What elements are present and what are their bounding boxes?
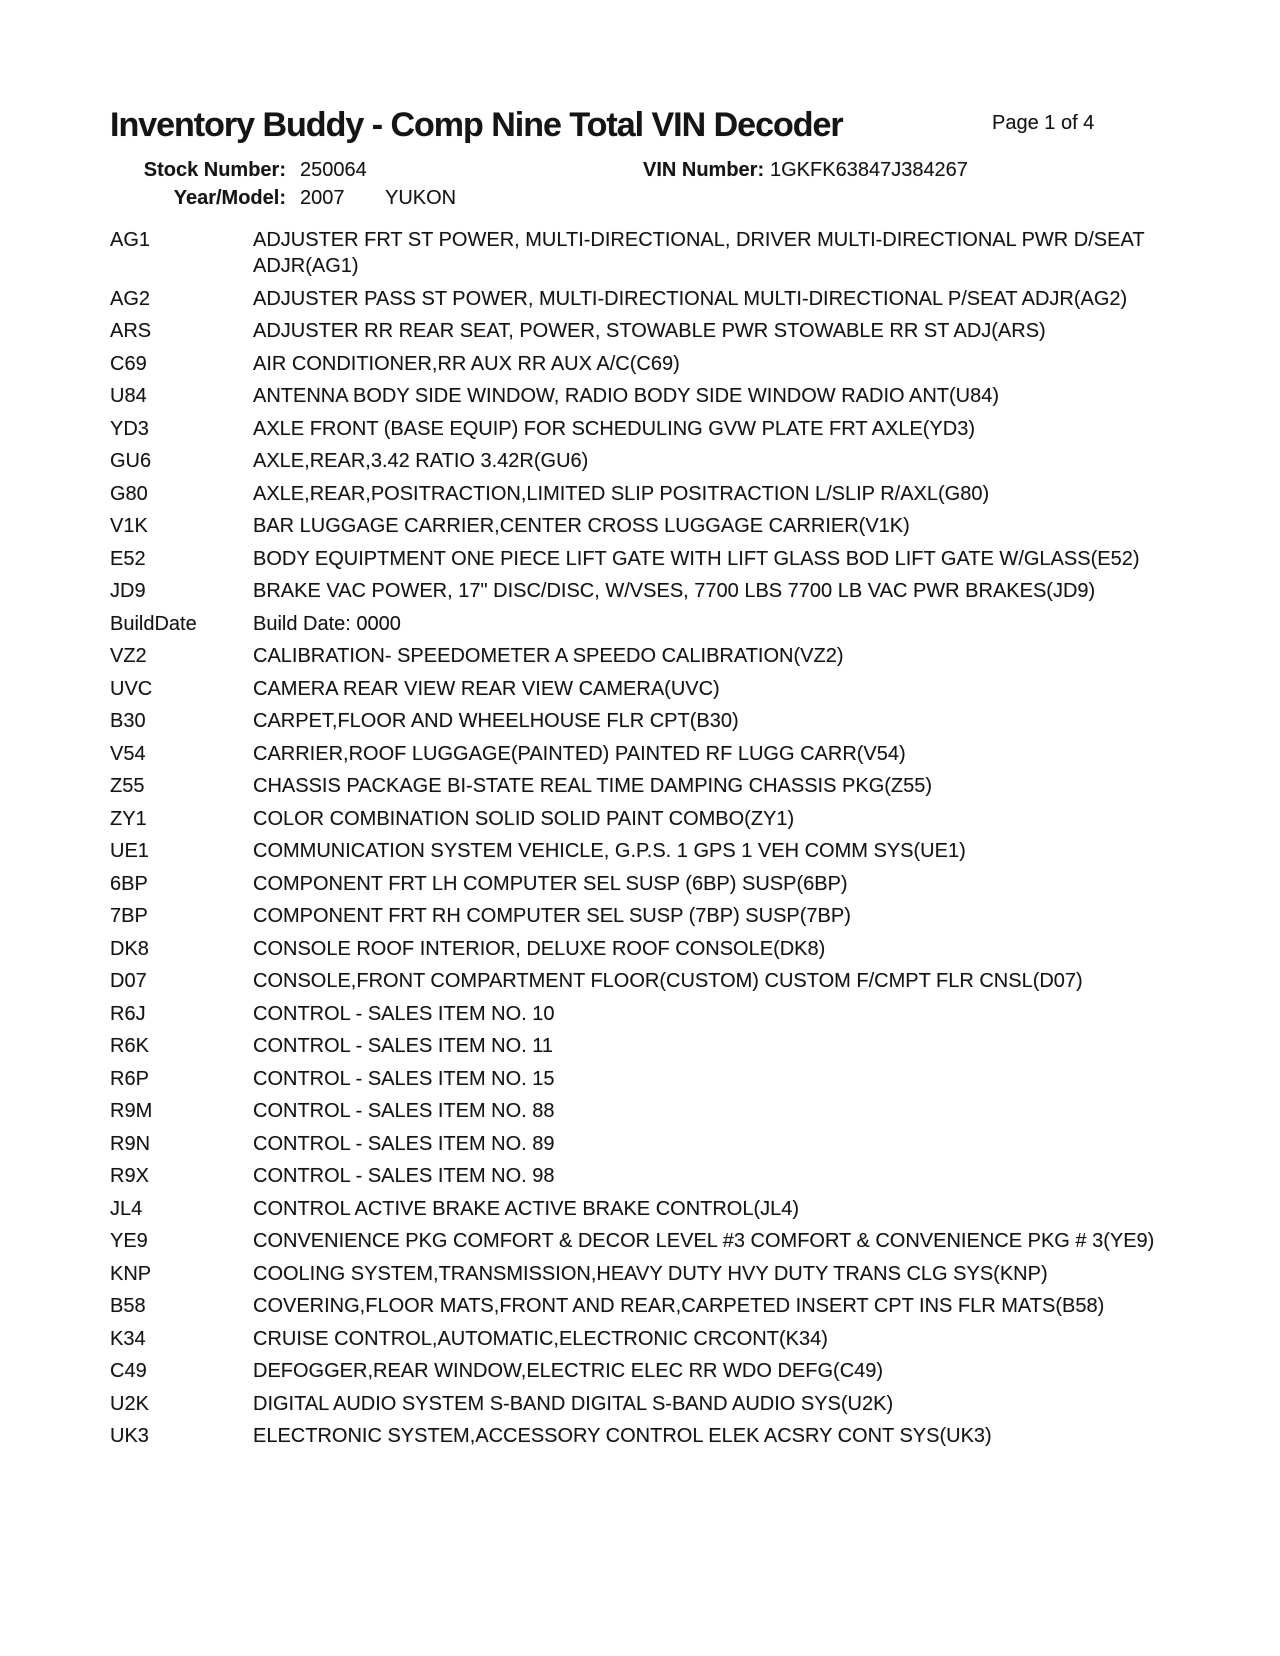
option-code: G80 [110, 482, 148, 505]
option-description: AXLE FRONT (BASE EQUIP) FOR SCHEDULING GVW PLATE FRT AXLE(YD3) [253, 417, 976, 440]
option-code: D07 [110, 970, 147, 992]
option-code: R9M [110, 1100, 153, 1122]
stock-number-label: Stock Number: [143, 159, 286, 181]
option-code: E52 [110, 547, 146, 570]
option-row [110, 1391, 1180, 1417]
option-row [110, 1423, 1180, 1449]
option-row [110, 936, 1180, 962]
option-row [110, 1293, 1180, 1319]
option-row [110, 968, 1180, 994]
option-row [110, 448, 1180, 474]
option-row [110, 1001, 1180, 1027]
option-description: COLOR COMBINATION SOLID SOLID PAINT COMBO(ZY1) [253, 807, 795, 830]
options-list [110, 227, 1180, 1456]
option-code: B30 [110, 710, 146, 732]
option-description: CONTROL - SALES ITEM NO. 11 [253, 1035, 554, 1057]
option-row [110, 838, 1180, 864]
option-row [110, 383, 1180, 409]
year-value: 2007 [300, 187, 345, 209]
option-code: V54 [110, 742, 146, 765]
option-description: Build Date: 0000 [253, 612, 401, 635]
option-code: JD9 [110, 580, 146, 602]
option-code: Z55 [110, 775, 145, 797]
option-row [110, 1033, 1180, 1059]
option-code: V1K [110, 515, 148, 537]
option-code: U84 [110, 385, 147, 407]
option-description: CONVENIENCE PKG COMFORT & DECOR LEVEL #3 COMFORT & CONVENIENCE PKG # 3(YE9) [253, 1230, 1155, 1252]
option-description: COVERING,FLOOR MATS,FRONT AND REAR,CARPETED INSERT CPT INS FLR MATS(B58) [253, 1295, 1105, 1317]
option-code: YD3 [110, 417, 149, 440]
option-row [110, 643, 1180, 669]
option-description: ADJUSTER FRT ST POWER, MULTI-DIRECTIONAL, DRIVER MULTI-DIRECTIONAL PWR D/SEAT ADJR(AG1) [253, 229, 1145, 277]
option-code: 6BP [110, 872, 148, 895]
option-row [110, 1066, 1180, 1092]
option-description: ADJUSTER PASS ST POWER, MULTI-DIRECTIONAL MULTI-DIRECTIONAL P/SEAT ADJR(AG2) [253, 287, 1128, 310]
option-description: CAMERA REAR VIEW REAR VIEW CAMERA(UVC) [253, 677, 720, 700]
option-code: GU6 [110, 450, 152, 472]
option-description: CARPET,FLOOR AND WHEELHOUSE FLR CPT(B30) [253, 710, 739, 732]
option-description: BAR LUGGAGE CARRIER,CENTER CROSS LUGGAGE CARRIER(V1K) [253, 515, 910, 537]
year-model-label: Year/Model: [173, 187, 286, 209]
option-row [110, 1228, 1180, 1254]
option-code: K34 [110, 1327, 146, 1350]
option-description: BRAKE VAC POWER, 17" DISC/DISC, W/VSES, 7700 LBS 7700 LB VAC PWR BRAKES(JD9) [253, 580, 1096, 602]
option-code: KNP [110, 1262, 152, 1285]
option-description: CONTROL - SALES ITEM NO. 88 [253, 1100, 555, 1122]
option-row [110, 1326, 1180, 1352]
page-title: Inventory Buddy - Comp Nine Total VIN Decoder [110, 106, 843, 144]
option-description: CONTROL - SALES ITEM NO. 89 [253, 1132, 555, 1155]
option-description: BODY EQUIPTMENT ONE PIECE LIFT GATE WITH LIFT GLASS BOD LIFT GATE W/GLASS(E52) [253, 547, 1140, 570]
option-description: AXLE,REAR,3.42 RATIO 3.42R(GU6) [253, 450, 589, 472]
option-description: CONSOLE,FRONT COMPARTMENT FLOOR(CUSTOM) CUSTOM F/CMPT FLR CNSL(D07) [253, 970, 1083, 992]
option-description: COMPONENT FRT LH COMPUTER SEL SUSP (6BP) SUSP(6BP) [253, 872, 848, 895]
option-row [110, 351, 1180, 377]
option-row [110, 871, 1180, 897]
option-row [110, 1358, 1180, 1384]
option-row [110, 741, 1180, 767]
option-description: CRUISE CONTROL,AUTOMATIC,ELECTRONIC CRCONT(K34) [253, 1327, 828, 1350]
option-code: ZY1 [110, 807, 147, 830]
vin-number-label: VIN Number: [643, 159, 765, 181]
option-code: R9X [110, 1165, 149, 1187]
option-description: CONTROL - SALES ITEM NO. 98 [253, 1165, 555, 1187]
option-description: ADJUSTER RR REAR SEAT, POWER, STOWABLE PWR STOWABLE RR ST ADJ(ARS) [253, 320, 1046, 342]
option-code: ARS [110, 320, 152, 342]
option-row [110, 578, 1180, 604]
option-description: COMPONENT FRT RH COMPUTER SEL SUSP (7BP) SUSP(7BP) [253, 905, 851, 927]
option-code: VZ2 [110, 645, 147, 667]
option-code: R6K [110, 1035, 149, 1057]
option-row [110, 676, 1180, 702]
option-description: ANTENNA BODY SIDE WINDOW, RADIO BODY SIDE WINDOW RADIO ANT(U84) [253, 385, 1000, 407]
option-row [110, 227, 1180, 279]
option-code: U2K [110, 1392, 149, 1415]
option-row [110, 286, 1180, 312]
option-code: C49 [110, 1360, 147, 1382]
option-code: R6J [110, 1002, 146, 1025]
option-code: R6P [110, 1067, 149, 1090]
option-row [110, 481, 1180, 507]
option-row [110, 1131, 1180, 1157]
option-row [110, 1163, 1180, 1189]
option-description: COOLING SYSTEM,TRANSMISSION,HEAVY DUTY HVY DUTY TRANS CLG SYS(KNP) [253, 1262, 1048, 1285]
option-description: DIGITAL AUDIO SYSTEM S-BAND DIGITAL S-BAND AUDIO SYS(U2K) [253, 1392, 894, 1415]
option-code: C69 [110, 352, 147, 375]
option-row [110, 318, 1180, 344]
option-code: 7BP [110, 905, 148, 927]
option-description: CALIBRATION- SPEEDOMETER A SPEEDO CALIBRATION(VZ2) [253, 645, 844, 667]
option-row [110, 513, 1180, 539]
stock-number-value: 250064 [300, 159, 367, 181]
option-description: CONTROL ACTIVE BRAKE ACTIVE BRAKE CONTROL(JL4) [253, 1197, 800, 1220]
option-code: JL4 [110, 1197, 143, 1220]
vin-number-value: 1GKFK63847J384267 [770, 159, 968, 181]
option-row [110, 708, 1180, 734]
option-description: DEFOGGER,REAR WINDOW,ELECTRIC ELEC RR WDO DEFG(C49) [253, 1360, 884, 1382]
option-description: COMMUNICATION SYSTEM VEHICLE, G.P.S. 1 GPS 1 VEH COMM SYS(UE1) [253, 840, 966, 862]
option-code: YE9 [110, 1230, 148, 1252]
option-description: AXLE,REAR,POSITRACTION,LIMITED SLIP POSITRACTION L/SLIP R/AXL(G80) [253, 482, 990, 505]
option-code: UK3 [110, 1425, 149, 1447]
model-value: YUKON [385, 187, 457, 209]
option-row [110, 416, 1180, 442]
option-code: BuildDate [110, 612, 197, 635]
option-row [110, 1261, 1180, 1287]
option-row [110, 1196, 1180, 1222]
option-code: UE1 [110, 840, 149, 862]
option-description: CONSOLE ROOF INTERIOR, DELUXE ROOF CONSOLE(DK8) [253, 937, 826, 960]
option-code: AG1 [110, 229, 151, 251]
option-row [110, 546, 1180, 572]
option-description: CARRIER,ROOF LUGGAGE(PAINTED) PAINTED RF LUGG CARR(V54) [253, 742, 906, 765]
option-code: DK8 [110, 937, 149, 960]
option-description: CHASSIS PACKAGE BI-STATE REAL TIME DAMPING CHASSIS PKG(Z55) [253, 775, 933, 797]
page-indicator: Page 1 of 4 [992, 112, 1095, 134]
option-row [110, 1098, 1180, 1124]
option-row [110, 806, 1180, 832]
option-description: ELECTRONIC SYSTEM,ACCESSORY CONTROL ELEK ACSRY CONT SYS(UK3) [253, 1425, 992, 1447]
option-code: AG2 [110, 287, 151, 310]
option-description: CONTROL - SALES ITEM NO. 10 [253, 1002, 555, 1025]
option-code: B58 [110, 1295, 146, 1317]
option-description: AIR CONDITIONER,RR AUX RR AUX A/C(C69) [253, 352, 680, 375]
option-code: UVC [110, 677, 153, 700]
option-row [110, 773, 1180, 799]
option-row [110, 903, 1180, 929]
option-code: R9N [110, 1132, 151, 1155]
option-description: CONTROL - SALES ITEM NO. 15 [253, 1067, 555, 1090]
option-row [110, 611, 1180, 637]
